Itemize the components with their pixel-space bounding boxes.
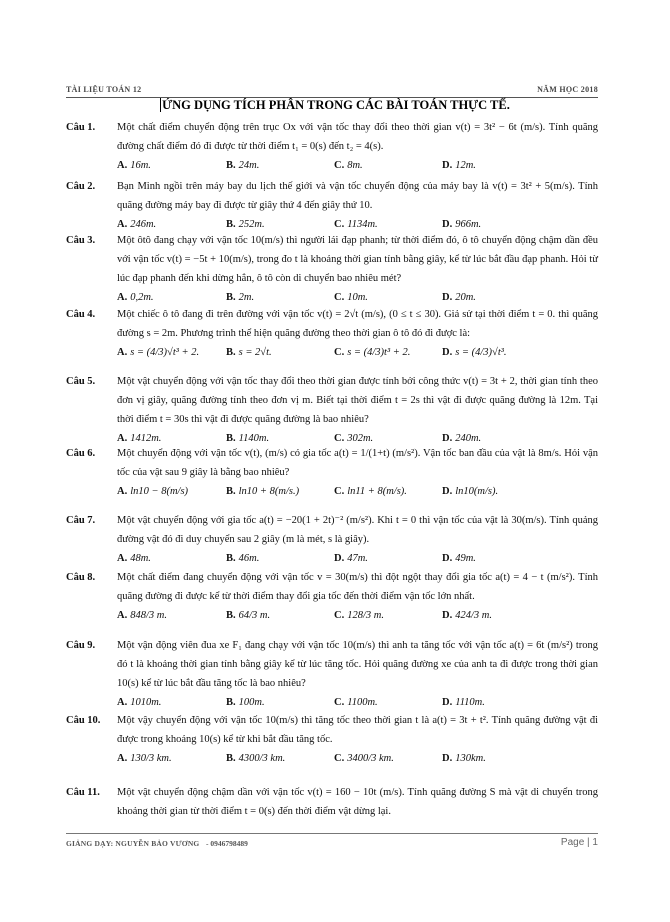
question-10 — [66, 711, 598, 775]
option-c: C. 3400/3 km. — [334, 753, 394, 764]
question-number: Câu 10. — [66, 715, 101, 726]
question-stem: Một vật chuyển động với vận tốc thay đổi theo thời gian được tính bởi công thức v(t) = 3t + 2, thời gian tính theo đơn vị giây, quãng đường tính theo đơn vị m. Biết tại thời điểm t = 2s thì vật đi được quãng đường là 12m. Tại thời điểm t = 30s thì vật đi được quãng đường là bao nhiêu? — [117, 376, 598, 425]
option-c: C. 8m. — [334, 160, 363, 171]
question-1 — [66, 118, 598, 174]
question-7 — [66, 511, 598, 567]
option-c: C. 1100m. — [334, 697, 378, 708]
question-number: Câu 11. — [66, 787, 100, 798]
question-number: Câu 2. — [66, 181, 96, 192]
option-c: C. 1134m. — [334, 219, 378, 230]
option-b: B. 1140m. — [226, 433, 270, 444]
question-11 — [66, 783, 598, 821]
question-4 — [66, 305, 598, 369]
option-d: D. 240m. — [442, 433, 482, 444]
question-number: Câu 4. — [66, 309, 96, 320]
question-stem: Một chất điểm đang chuyển động với vận tốc v = 30(m/s) thì đột ngột thay đổi gia tốc a(t) = 4 − t (m/s²). Tính quãng đường đi được kể từ thời điểm thay đổi gia tốc đến thời điểm vận tốc lớn nhất. — [117, 572, 598, 602]
option-b: B. s = 2√t. — [226, 347, 272, 358]
option-b: B. 24m. — [226, 160, 260, 171]
option-c: C. 10m. — [334, 292, 368, 303]
option-d: D. 1110m. — [442, 697, 485, 708]
option-b: B. 252m. — [226, 219, 265, 230]
question-9 — [66, 636, 598, 711]
question-5 — [66, 372, 598, 447]
question-stem: Một chất điểm chuyển động trên trục Ox với vận tốc thay đổi theo thời gian v(t) = 3t² − 6t (m/s). Tính quãng đường chất điểm đó đi được từ thời điểm t₁ = 0(s) đến t₂ = 4(s). — [117, 122, 598, 152]
page-number: Page | 1 — [560, 837, 598, 848]
option-a: A. 0,2m. — [117, 292, 154, 303]
option-b: B. 46m. — [226, 553, 260, 564]
option-c: C. 128/3 m. — [334, 610, 384, 621]
question-stem: Một vật chuyển động chậm dần với vận tốc v(t) = 160 − 10t (m/s). Tính quãng đường S mà vật di chuyển trong khoảng thời gian từ thời điểm t = 0(s) đến thời điểm vật dừng lại. — [117, 787, 598, 817]
footer-phone: - 0946798489 — [206, 839, 248, 848]
question-stem: Bạn Minh ngồi trên máy bay du lịch thế giới và vận tốc chuyển động của máy bay là v(t) = 3t² + 5(m/s). Tính quãng đường máy bay đi được từ giây thứ 4 đến giây thứ 10. — [117, 181, 598, 211]
option-d: D. 20m. — [442, 292, 476, 303]
question-number: Câu 8. — [66, 572, 96, 583]
question-stem: Một vật chuyển động với gia tốc a(t) = −20(1 + 2t)⁻² (m/s²). Khi t = 0 thì vận tốc của vật là 30(m/s). Tính quảng đường vật đó đi duy chuyển sau 2 giây (m là mét, s là giây). — [117, 515, 598, 545]
question-number: Câu 1. — [66, 122, 96, 133]
option-d: D. 49m. — [442, 553, 476, 564]
option-a: A. ln10 − 8(m/s) — [117, 486, 189, 497]
question-stem: Một chiếc ô tô đang đi trên đường với vận tốc v(t) = 2√t (m/s), (0 ≤ t ≤ 30). Giả sử tại thời điểm t = 0. thì quãng đường s = 2m. Phương trình thể hiện quãng đường theo thời gian ô tô đó đi được là: — [117, 309, 598, 339]
header-doc-title: TÀI LIỆU TOÁN 12 — [66, 85, 142, 94]
answer-options — [117, 343, 598, 369]
header-school-year: NĂM HỌC 2018 — [537, 85, 598, 94]
option-d: D. 12m. — [442, 160, 476, 171]
option-c: C. s = (4/3)t³ + 2. — [334, 347, 411, 358]
answer-options — [117, 606, 598, 632]
question-8 — [66, 568, 598, 632]
question-number: Câu 3. — [66, 235, 96, 246]
option-a: A. 130/3 km. — [117, 753, 172, 764]
option-a: A. 48m. — [117, 553, 151, 564]
answer-options — [117, 693, 598, 711]
question-number: Câu 9. — [66, 640, 96, 651]
answer-options — [117, 549, 598, 567]
option-a: A. 246m. — [117, 219, 157, 230]
option-d: D. ln10(m/s). — [442, 486, 499, 497]
option-a: A. 1010m. — [117, 697, 162, 708]
question-number: Câu 5. — [66, 376, 96, 387]
question-6 — [66, 444, 598, 500]
option-b: B. 2m. — [226, 292, 255, 303]
option-b: B. ln10 + 8(m/s.) — [226, 486, 300, 497]
option-a: A. s = (4/3)√t³ + 2. — [117, 347, 200, 358]
option-d: D. 130km. — [442, 753, 486, 764]
answer-options — [117, 156, 598, 174]
option-a: A. 1412m. — [117, 433, 162, 444]
answer-options — [117, 288, 598, 306]
page-header — [66, 83, 598, 98]
question-stem: Một vận động viên đua xe F₁ đang chạy với vận tốc 10(m/s) thì anh ta tăng tốc với vận tốc a(t) = 6t (m/s²) trong đó t là khoảng thời gian tính bằng giây kể từ lúc tăng tốc. Hỏi quãng đường xe của anh ta đi được trong thời gian 10(s) kể từ lúc bắt đầu tăng tốc là bao nhiêu? — [117, 640, 598, 689]
option-c: C. ln11 + 8(m/s). — [334, 486, 407, 497]
footer-author: GIẢNG DẠY: NGUYỄN BẢO VƯƠNG — [66, 839, 200, 848]
option-d: D. s = (4/3)√t³. — [442, 347, 507, 358]
option-b: B. 64/3 m. — [226, 610, 271, 621]
option-b: B. 4300/3 km. — [226, 753, 286, 764]
question-3 — [66, 231, 598, 306]
option-c: C. 302m. — [334, 433, 374, 444]
answer-options — [117, 482, 598, 500]
question-2 — [66, 177, 598, 233]
question-number: Câu 6. — [66, 448, 96, 459]
page-footer — [66, 833, 598, 848]
page-title: ỨNG DỤNG TÍCH PHÂN TRONG CÁC BÀI TOÁN THỰC TẾ. — [162, 98, 510, 112]
option-d: D. 966m. — [442, 219, 482, 230]
answer-options — [117, 749, 598, 775]
question-number: Câu 7. — [66, 515, 96, 526]
option-d: D. 424/3 m. — [442, 610, 492, 621]
option-c: D. 47m. — [334, 553, 368, 564]
question-stem: Một ôtô đang chạy với vận tốc 10(m/s) thì người lái đạp phanh; từ thời điểm đó, ô tô chuyển động chậm dần đều với vận tốc v(t) = −5t + 10(m/s), trong đo t là khoảng thời gian tính bằng giây, kể từ lúc bắt đầu đạp phanh. Hỏi từ lúc đạp phanh đến khi dừng hẳn, ô tô còn di chuyển bao nhiêu mét? — [117, 235, 598, 284]
question-stem: Một vậy chuyển động với vận tốc 10(m/s) thì tăng tốc theo thời gian t là a(t) = 3t + t². Tính quãng đường vật đi được trong khoảng 10(s) kể từ khi bắt đầu tăng tốc. — [117, 715, 598, 745]
question-stem: Một chuyển động với vận tốc v(t), (m/s) có gia tốc a(t) = 1/(1+t) (m/s²). Vận tốc ban đầu của vật là 8m/s. Hỏi vận tốc của vật sau 9 giây là bằng bao nhiêu? — [117, 448, 598, 478]
option-b: B. 100m. — [226, 697, 265, 708]
option-a: A. 848/3 m. — [117, 610, 167, 621]
option-a: A. 16m. — [117, 160, 151, 171]
